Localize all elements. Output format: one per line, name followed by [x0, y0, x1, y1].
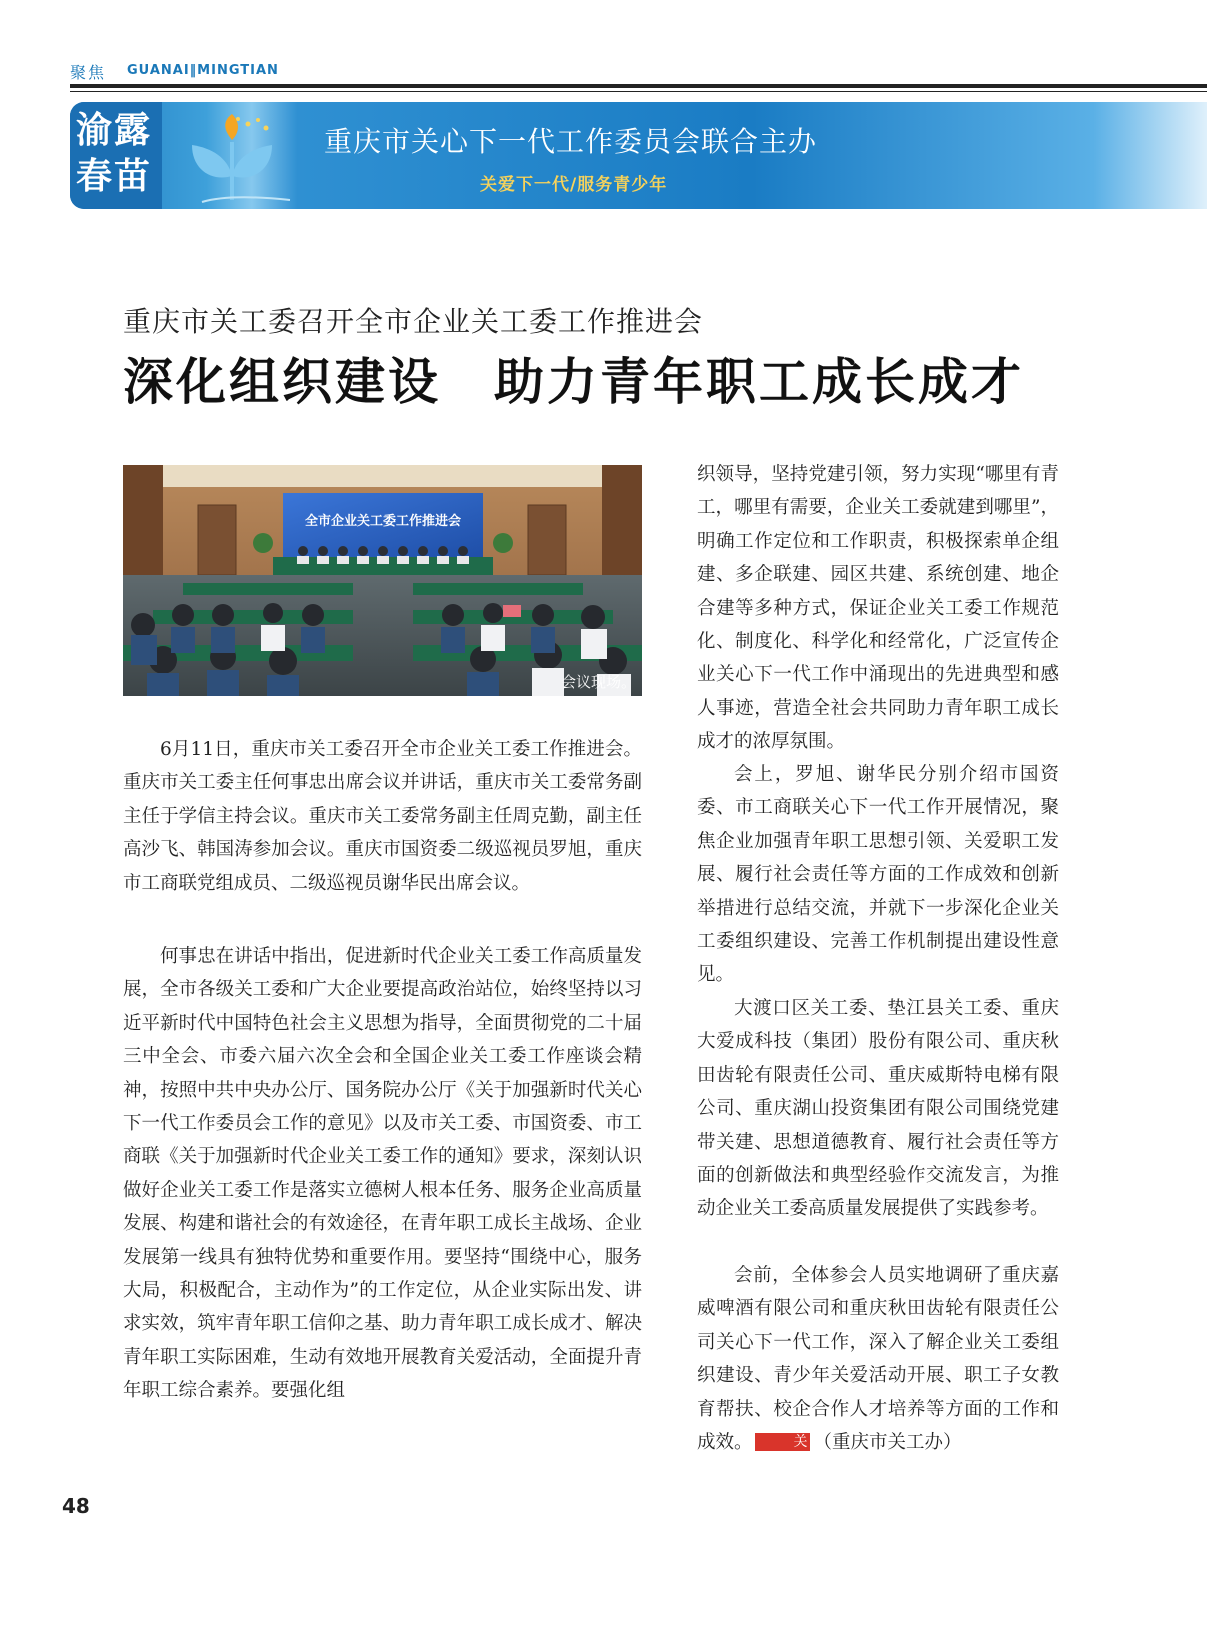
- running-header: [70, 58, 1207, 94]
- sprout-logo-icon: [182, 110, 292, 205]
- paragraph-6-text: 会前，全体参会人员实地调研了重庆嘉威啤酒有限公司和重庆秋田齿轮有限责任公司关心下一代工作，深入了解企业关工委组织建设、青少年关爱活动开展、职工子女教育帮扶、校企合作人才培养等方面的工作和成效。: [697, 1265, 1059, 1454]
- banner-title: 重庆市关心下一代工作委员会联合主办: [324, 125, 818, 158]
- article-subtitle: 重庆市关工委召开全市企业关工委工作推进会: [123, 305, 704, 338]
- paragraph-3: 织领导，坚持党建引领，努力实现“哪里有青工，哪里有需要，企业关工委就建到哪里”，明确工作定位和工作职责，积极探索单企组建、多企联建、园区共建、系统创建、地企合建等多种方式，保证企业关工委工作规范化、制度化、科学化和经常化，广泛宣传企业关心下一代工作中涌现出的先进典型和感人事迹，营造全社会共同助力青年职工成长成才的浓厚氛围。: [697, 464, 1059, 753]
- screen-text: 全市企业关工委工作推进会: [304, 514, 462, 529]
- page-number: 48: [62, 1494, 90, 1518]
- photo-caption: 会议现场。: [560, 673, 636, 691]
- article-headline: 深化组织建设 助力青年职工成长成才: [123, 352, 1024, 411]
- section-label: 聚焦: [70, 63, 107, 82]
- section-label-en: GUANAI‖MINGTIAN: [127, 63, 279, 78]
- paragraph-2: 何事忠在讲话中指出，促进新时代企业关工委工作高质量发展，全市各级关工委和广大企业要提高政治站位，始终坚持以习近平新时代中国特色社会主义思想为指导，全面贯彻党的二十届三中全会、市委六届六次全会和全国企业关工委工作座谈会精神，按照中共中央办公厅、国务院办公厅《关于加强新时代关心下一代工作委员会工作的意见》以及市关工委、市国资委、市工商联《关于加强新时代企业关工委工作的通知》要求，深刻认识做好企业关工委工作是落实立德树人根本任务、服务企业高质量发展、构建和谐社会的有效途径，在青年职工成长主战场、企业发展第一线具有独特优势和重要作用。要坚持“围绕中心，服务大局，积极配合，主动作为”的工作定位，从企业实际出发、讲求实效，筑牢青年职工信仰之基、助力青年职工成长成才、解决青年职工实际困难，生动有效地开展教育关爱活动，全面提升青年职工综合素养。要强化组: [123, 946, 642, 1402]
- header-rule: [70, 84, 1207, 88]
- banner-subtitle: 关爱下一代/服务青少年: [480, 175, 668, 195]
- paragraph-1: 6月11日，重庆市关工委召开全市企业关工委工作推进会。重庆市关工委主任何事忠出席会议并讲话，重庆市关工委常务副主任于学信主持会议。重庆市关工委常务副主任周克勤，副主任高沙飞、韩国涛参加会议。重庆市国资委二级巡视员罗旭，重庆市工商联党组成员、二级巡视员谢华民出席会议。: [123, 739, 642, 894]
- article-source: （重庆市关工办）: [813, 1432, 962, 1454]
- paragraph-5: 大渡口区关工委、垫江县关工委、重庆大爱成科技（集团）股份有限公司、重庆秋田齿轮有限责任公司、重庆威斯特电梯有限公司、重庆湖山投资集团有限公司围绕党建带关建、思想道德教育、履行社会责任等方面的创新做法和典型经验作交流发言，为推动企业关工委高质量发展提供了实践参考。: [697, 998, 1059, 1220]
- end-mark-icon: 关: [755, 1433, 810, 1451]
- banner-logo-block: [70, 102, 162, 209]
- paragraph-6: [697, 1259, 1059, 1459]
- meeting-photo-illustration: [123, 465, 642, 696]
- paragraph-4: 会上，罗旭、谢华民分别介绍市国资委、市工商联关心下一代工作开展情况，聚焦企业加强青年职工思想引领、关爱职工发展、履行社会责任等方面的工作成效和创新举措进行总结交流，并就下一步深化企业关工委组织建设、完善工作机制提出建设性意见。: [697, 764, 1059, 986]
- meeting-photo: [123, 465, 642, 696]
- banner-logo-text: 渝露春苗: [76, 110, 153, 197]
- header-rule-thin: [70, 91, 1207, 92]
- column-banner: [70, 102, 1207, 209]
